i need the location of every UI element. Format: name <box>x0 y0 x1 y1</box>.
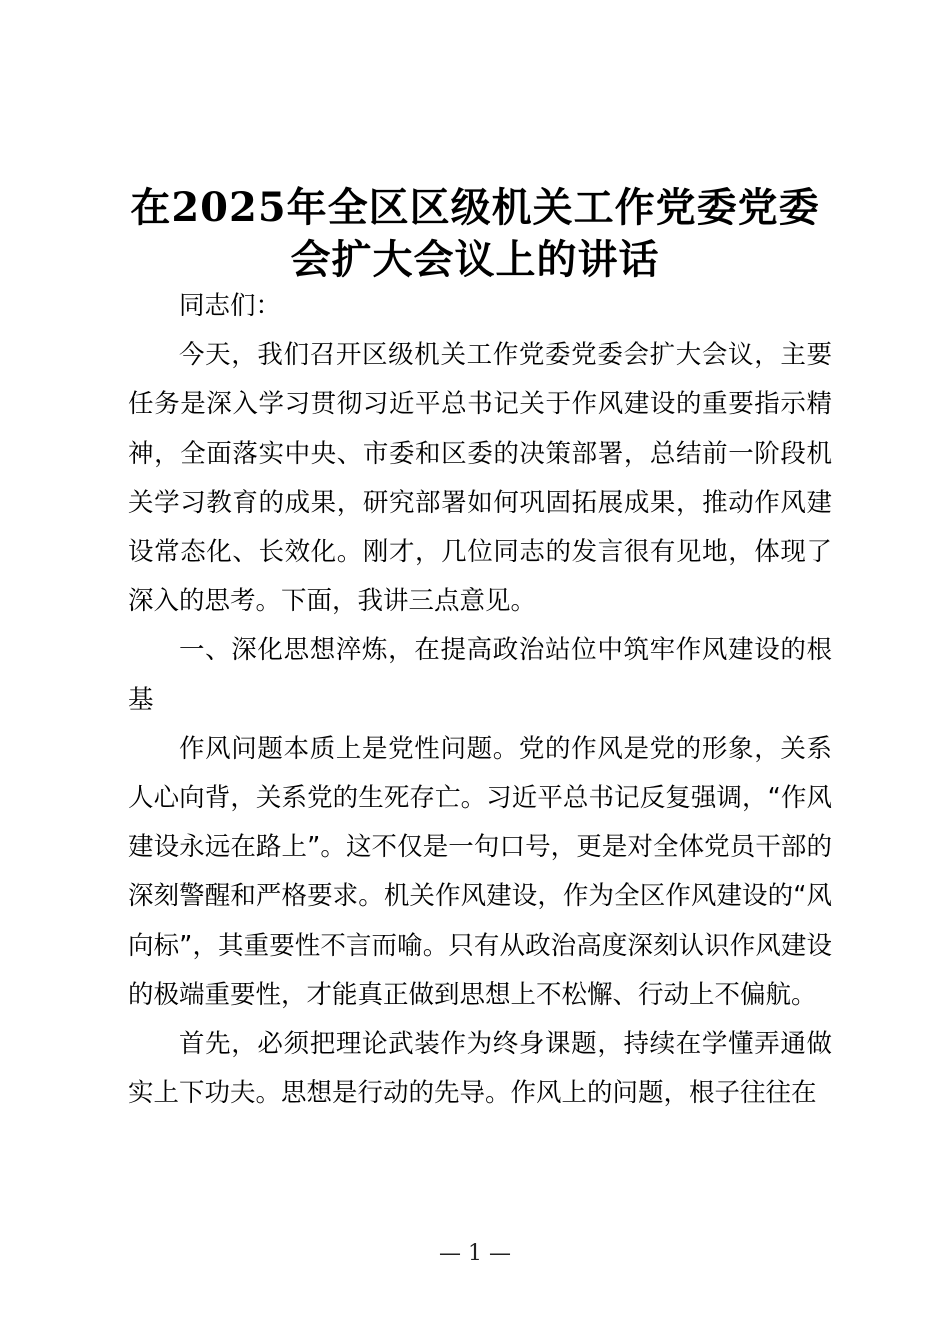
paragraph-body: 作风问题本质上是党性问题。党的作风是党的形象，关系人心向背，关系党的生死存亡。习近平总书记反复强调，“作风建设永远在路上”。这不仅是一句口号，更是对全体党员干部的深刻警醒和严格要求。机关作风建设，作为全区作风建设的“风向标”，其重要性不言而喻。只有从政治高度深刻认识作风建设的极端重要性，才能真正做到思想上不松懈、行动上不偏航。 <box>128 733 832 1010</box>
title-line-2: 会扩大会议上的讲话 <box>290 236 660 283</box>
paragraph-intro: 今天，我们召开区级机关工作党委党委会扩大会议，主要任务是深入学习贯彻习近平总书记关于作风建设的重要指示精神，全面落实中央、市委和区委的决策部署，总结前一阶段机关学习教育的成果，研究部署如何巩固拓展成果，推动作风建设常态化、长效化。刚才，几位同志的发言很有见地，体现了深入的思考。下面，我讲三点意见。 <box>128 340 832 617</box>
salutation: 同志们： <box>179 291 282 321</box>
document-title <box>120 182 830 286</box>
section-heading-1: 一、深化思想淬炼，在提高政治站位中筑牢作风建设的根基 <box>128 635 832 715</box>
title-line-1: 在2025年全区区级机关工作党委党委 <box>130 184 820 231</box>
page-number: — 1 — <box>439 1241 511 1266</box>
document-body <box>128 282 832 1118</box>
paragraph-body: 首先，必须把理论武装作为终身课题，持续在学懂弄通做实上下功夫。思想是行动的先导。作风上的问题，根子往往在 <box>128 1029 832 1109</box>
